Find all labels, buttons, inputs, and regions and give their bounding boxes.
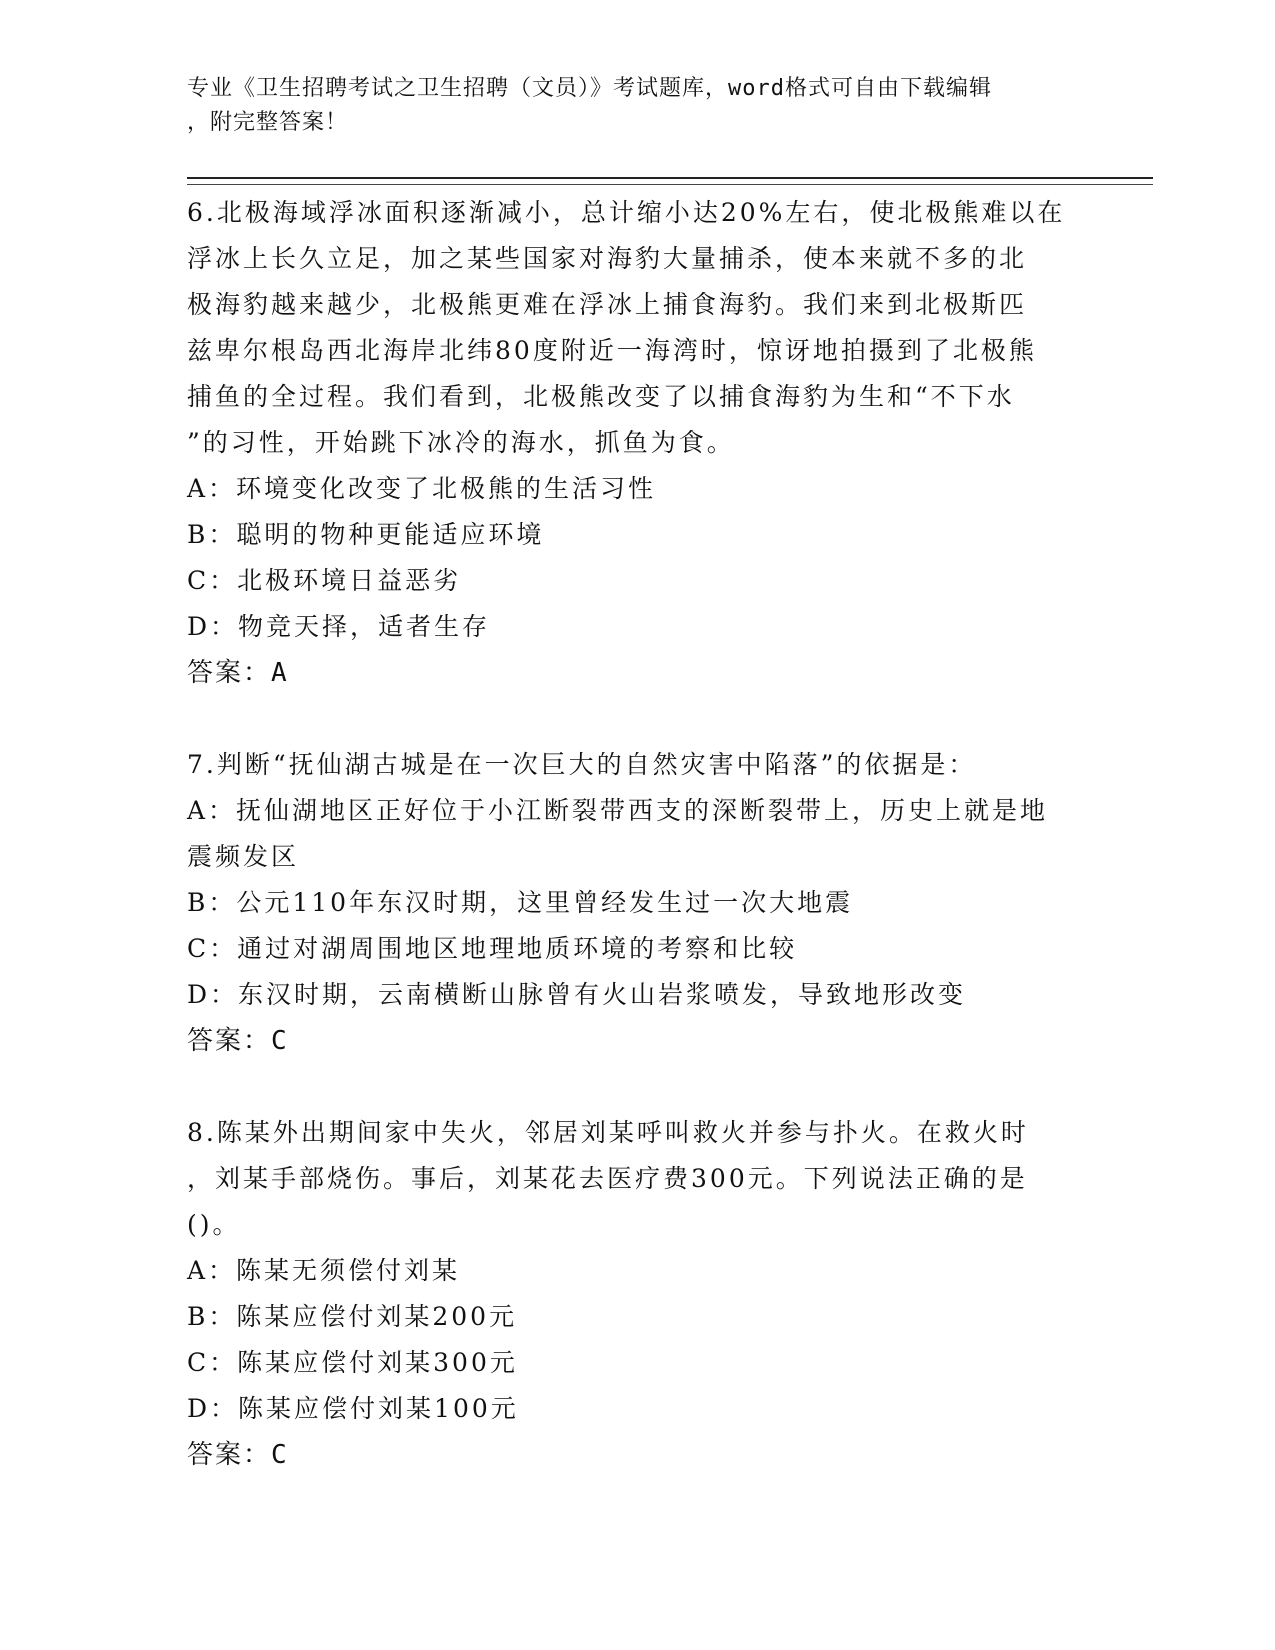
question-stem-line: 极海豹越来越少，北极熊更难在浮冰上捕食海豹。我们来到北极斯匹: [187, 290, 1028, 319]
option-a-cont: 震频发区: [187, 842, 300, 871]
document-header: [187, 72, 1087, 140]
option-c: C：通过对湖周围地区地理地质环境的考察和比较: [187, 934, 798, 963]
question-stem-line: 兹卑尔根岛西北海岸北纬80度附近一海湾时，惊讶地拍摄到了北极熊: [187, 336, 1037, 365]
option-a: A：抚仙湖地区正好位于小江断裂带西支的深断裂带上，历史上就是地: [187, 796, 1049, 825]
question-6: [187, 190, 1087, 696]
header-title-line: 专业《卫生招聘考试之卫生招聘（文员）》考试题库，word格式可自由下载编辑: [187, 76, 992, 101]
question-stem-line: 浮冰上长久立足，加之某些国家对海豹大量捕杀，使本来就不多的北: [187, 244, 1028, 273]
option-b: B：公元110年东汉时期，这里曾经发生过一次大地震: [187, 888, 854, 917]
option-b: B：聪明的物种更能适应环境: [187, 520, 545, 549]
option-a: A：陈某无须偿付刘某: [187, 1256, 461, 1285]
option-d: D：东汉时期，云南横断山脉曾有火山岩浆喷发，导致地形改变: [187, 980, 967, 1009]
option-c: C：北极环境日益恶劣: [187, 566, 462, 595]
option-a: A：环境变化改变了北极熊的生活习性: [187, 474, 657, 503]
header-divider-thin: [187, 184, 1153, 185]
answer-line: 答案：C: [187, 1026, 289, 1056]
question-stem-line: ”的习性，开始跳下冰冷的海水，抓鱼为食。: [187, 428, 735, 457]
option-b: B：陈某应偿付刘某200元: [187, 1302, 518, 1331]
option-d: D：陈某应偿付刘某100元: [187, 1394, 519, 1423]
question-stem-line: ()。: [187, 1210, 241, 1239]
option-c: C：陈某应偿付刘某300元: [187, 1348, 518, 1377]
option-d: D：物竞天择，适者生存: [187, 612, 491, 641]
question-list: [187, 190, 1087, 1478]
header-divider-thick: [187, 177, 1153, 179]
question-spacer: [187, 696, 1087, 742]
question-stem-line: 8.陈某外出期间家中失火，邻居刘某呼叫救火并参与扑火。在救火时: [187, 1118, 1029, 1147]
question-stem-line: ，刘某手部烧伤。事后，刘某花去医疗费300元。下列说法正确的是: [187, 1164, 1028, 1193]
question-7: [187, 742, 1087, 1064]
answer-line: 答案：A: [187, 658, 289, 688]
question-stem-line: 捕鱼的全过程。我们看到，北极熊改变了以捕食海豹为生和“不下水: [187, 382, 1015, 411]
question-stem-line: 6.北极海域浮冰面积逐渐减小，总计缩小达20%左右，使北极熊难以在: [187, 198, 1066, 227]
question-spacer: [187, 1064, 1087, 1110]
question-stem-line: 7.判断“抚仙湖古城是在一次巨大的自然灾害中陷落”的依据是：: [187, 750, 977, 779]
question-8: [187, 1110, 1087, 1478]
answer-line: 答案：C: [187, 1440, 289, 1470]
header-title-line-cont: ，附完整答案！: [187, 110, 349, 135]
